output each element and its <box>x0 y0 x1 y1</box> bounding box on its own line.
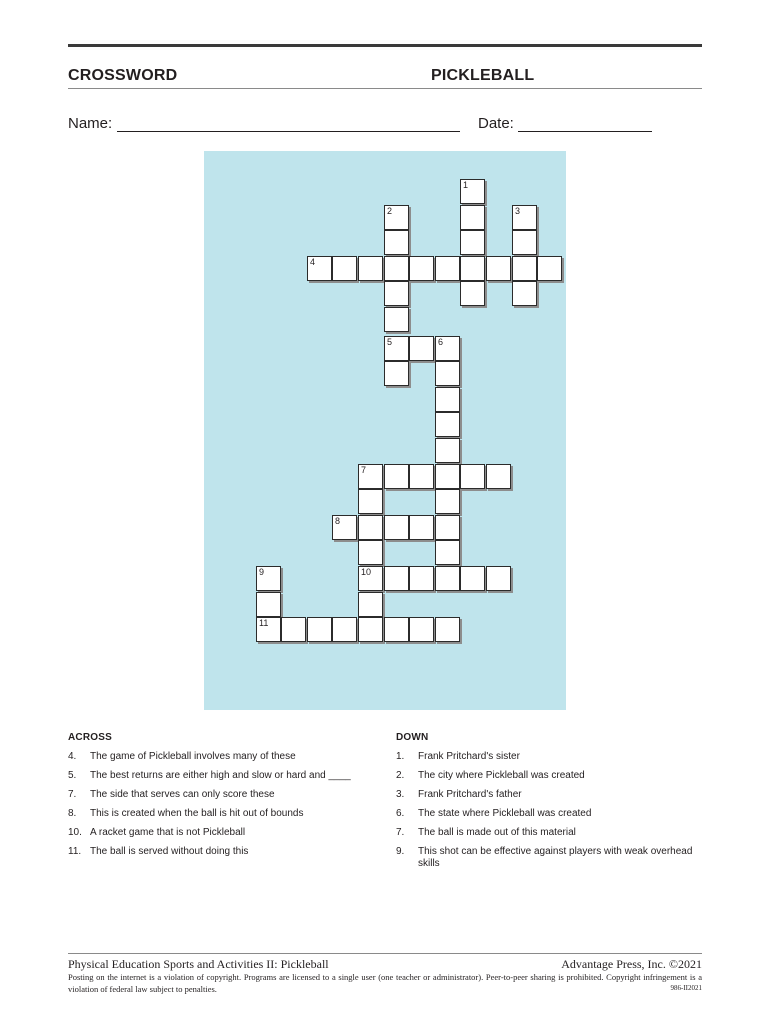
clue-text: The city where Pickleball was created <box>418 770 585 781</box>
crossword-cell[interactable] <box>256 566 281 591</box>
crossword-cell[interactable] <box>384 566 409 591</box>
down-clue-list <box>396 751 696 877</box>
copyright-notice: Posting on the internet is a violation of copyright. Programs are licensed to a single user (one teacher or administrator). Peer-to-peer sharing is prohibited. Copyright infringement is a violation of federal law subject to penalties. <box>68 972 702 994</box>
down-heading: DOWN <box>396 732 429 743</box>
worksheet-topic-heading: PICKLEBALL <box>431 67 535 84</box>
clue-number: 5. <box>68 770 77 781</box>
across-clue <box>68 789 353 801</box>
footer-divider <box>68 953 702 954</box>
clue-text: The ball is served without doing this <box>90 846 249 857</box>
crossword-cell[interactable] <box>512 230 537 255</box>
name-field[interactable] <box>117 131 460 132</box>
worksheet-type-heading: CROSSWORD <box>68 67 178 84</box>
book-title: Physical Education Sports and Activities II: Pickleball <box>68 957 329 971</box>
crossword-cell[interactable] <box>358 540 383 565</box>
crossword-cell[interactable] <box>307 256 332 281</box>
clue-number: 9. <box>396 846 405 857</box>
across-clue <box>68 770 353 782</box>
product-code: 986-II2021 <box>670 984 702 992</box>
crossword-cell[interactable] <box>512 256 537 281</box>
across-clue <box>68 827 353 839</box>
clue-number: 7. <box>68 789 77 800</box>
across-clue-list <box>68 751 353 865</box>
crossword-cell[interactable] <box>409 336 434 361</box>
crossword-cell[interactable] <box>384 617 409 642</box>
clue-number: 8. <box>68 808 77 819</box>
crossword-cell[interactable] <box>486 256 511 281</box>
clue-text: This shot can be effective against players with weak overhead skills <box>418 846 693 869</box>
crossword-cell[interactable] <box>384 336 409 361</box>
crossword-cell[interactable] <box>358 256 383 281</box>
crossword-cell[interactable] <box>460 179 485 204</box>
crossword-cell[interactable] <box>435 336 460 361</box>
clue-text: This is created when the ball is hit out of bounds <box>90 808 304 819</box>
clue-number: 2 <box>387 206 393 216</box>
crossword-cell[interactable] <box>435 515 460 540</box>
crossword-cell[interactable] <box>332 515 357 540</box>
crossword-cell[interactable] <box>435 617 460 642</box>
crossword-cell[interactable] <box>256 617 281 642</box>
crossword-cell[interactable] <box>256 592 281 617</box>
crossword-cell[interactable] <box>384 515 409 540</box>
crossword-cell[interactable] <box>384 307 409 332</box>
crossword-cell[interactable] <box>435 361 460 386</box>
crossword-cell[interactable] <box>358 515 383 540</box>
across-clue <box>68 808 353 820</box>
name-label: Name: <box>68 115 113 132</box>
clue-text: Frank Pritchard's father <box>418 789 522 800</box>
crossword-cell[interactable] <box>435 387 460 412</box>
clue-number: 7 <box>361 465 367 475</box>
crossword-cell[interactable] <box>384 361 409 386</box>
down-clue <box>396 846 696 870</box>
crossword-cell[interactable] <box>460 281 485 306</box>
date-field[interactable] <box>518 131 652 132</box>
date-label: Date: <box>478 115 514 132</box>
clue-number: 9 <box>259 567 265 577</box>
crossword-cell[interactable] <box>384 281 409 306</box>
crossword-cell[interactable] <box>358 617 383 642</box>
crossword-grid <box>204 151 566 710</box>
clue-number: 6 <box>438 337 444 347</box>
clue-number: 11. <box>68 846 82 857</box>
crossword-cell[interactable] <box>512 205 537 230</box>
crossword-cell[interactable] <box>435 540 460 565</box>
top-rule <box>68 44 702 47</box>
crossword-cell[interactable] <box>460 566 485 591</box>
down-clue <box>396 770 696 782</box>
clue-text: The side that serves can only score these <box>90 789 275 800</box>
crossword-cell[interactable] <box>460 464 485 489</box>
crossword-cell[interactable] <box>409 515 434 540</box>
crossword-cell[interactable] <box>332 256 357 281</box>
crossword-cell[interactable] <box>460 230 485 255</box>
clue-number: 7. <box>396 827 405 838</box>
clue-text: The ball is made out of this material <box>418 827 576 838</box>
crossword-cell[interactable] <box>384 205 409 230</box>
clue-number: 2. <box>396 770 405 781</box>
crossword-cell[interactable] <box>435 412 460 437</box>
crossword-cell[interactable] <box>358 464 383 489</box>
down-clue <box>396 789 696 801</box>
crossword-cell[interactable] <box>409 256 434 281</box>
clue-number: 1 <box>463 180 469 190</box>
clue-text: The game of Pickleball involves many of these <box>90 751 296 762</box>
crossword-cell[interactable] <box>460 205 485 230</box>
down-clue <box>396 751 696 763</box>
clue-number: 11 <box>259 618 269 628</box>
clue-number: 4. <box>68 751 77 762</box>
clue-number: 3 <box>515 206 521 216</box>
across-heading: ACROSS <box>68 732 112 743</box>
crossword-cell[interactable] <box>409 566 434 591</box>
clue-text: The state where Pickleball was created <box>418 808 592 819</box>
clue-number: 5 <box>387 337 393 347</box>
crossword-cell[interactable] <box>358 592 383 617</box>
crossword-cell[interactable] <box>435 256 460 281</box>
crossword-cell[interactable] <box>384 464 409 489</box>
clue-number: 1. <box>396 751 405 762</box>
clue-number: 10 <box>361 567 372 577</box>
crossword-cell[interactable] <box>486 464 511 489</box>
across-clue <box>68 846 353 858</box>
crossword-cell[interactable] <box>486 566 511 591</box>
crossword-cell[interactable] <box>435 566 460 591</box>
clue-text: The best returns are either high and slow or hard and ____ <box>90 770 351 781</box>
crossword-cell[interactable] <box>281 617 306 642</box>
publisher-credit: Advantage Press, Inc. ©2021 <box>561 957 702 971</box>
clue-number: 8 <box>335 516 341 526</box>
clue-number: 10. <box>68 827 82 838</box>
crossword-cell[interactable] <box>460 256 485 281</box>
crossword-cell[interactable] <box>384 256 409 281</box>
clue-text: Frank Pritchard's sister <box>418 751 520 762</box>
crossword-cell[interactable] <box>358 566 383 591</box>
across-clue <box>68 751 353 763</box>
header-divider <box>68 88 702 89</box>
crossword-cell[interactable] <box>512 281 537 306</box>
crossword-cell[interactable] <box>358 489 383 514</box>
crossword-cell[interactable] <box>435 438 460 463</box>
clue-number: 4 <box>310 257 316 267</box>
crossword-cell[interactable] <box>332 617 357 642</box>
clue-number: 3. <box>396 789 405 800</box>
crossword-cell[interactable] <box>537 256 562 281</box>
crossword-cell[interactable] <box>384 230 409 255</box>
crossword-cell[interactable] <box>435 464 460 489</box>
down-clue <box>396 808 696 820</box>
crossword-cell[interactable] <box>307 617 332 642</box>
crossword-cell[interactable] <box>435 489 460 514</box>
down-clue <box>396 827 696 839</box>
crossword-cell[interactable] <box>409 464 434 489</box>
crossword-cell[interactable] <box>409 617 434 642</box>
clue-number: 6. <box>396 808 405 819</box>
clue-text: A racket game that is not Pickleball <box>90 827 246 838</box>
